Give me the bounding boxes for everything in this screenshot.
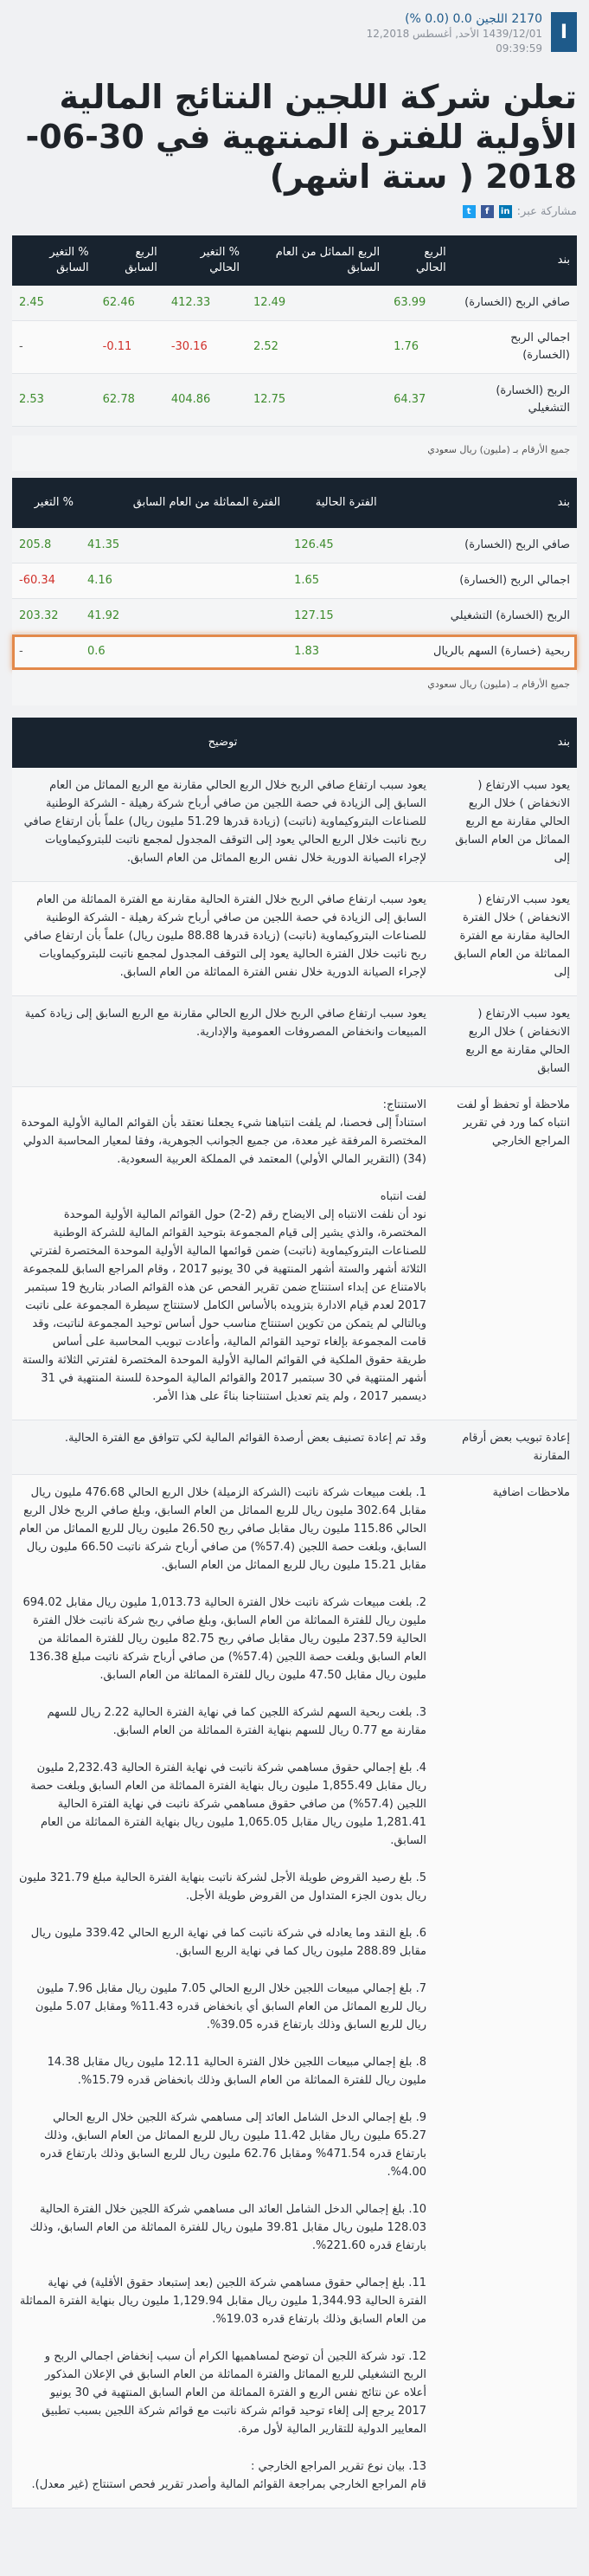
explanation-paragraph: 11. بلغ إجمالي حقوق مساهمي شركة اللجين (بعد إستبعاد حقوق الأقلية) في نهاية الفترة الحالية 1,344.93 مليون ريال مقابل 1,129.94 مليون ريال بنهاية الفترة المماثلة من العام السابق وذلك بارتفاع قدره 19.03%. xyxy=(19,2277,426,2326)
row-label: اجمالي الربح (الخسارة) xyxy=(453,321,577,374)
row-label: صافي الربح (الخسارة) xyxy=(384,528,577,564)
quarterly-results-table xyxy=(12,235,577,427)
row-explanation xyxy=(12,996,433,1087)
row-label: ربحية (خسارة) السهم بالريال xyxy=(384,634,577,670)
row-label: الربح (الخسارة) التشغيلي xyxy=(453,374,577,427)
previous-quarter-value: 62.46 xyxy=(96,286,164,321)
row-label: صافي الربح (الخسارة) xyxy=(453,286,577,321)
row-label: يعود سبب الارتفاع ( الانخفاض ) خلال الفترة الحالية مقارنة مع الفترة المماثلة من العام السابق إلى xyxy=(433,882,577,996)
col-explanation: توضيح xyxy=(12,718,433,768)
share-bar xyxy=(12,205,577,218)
col-item: بند xyxy=(453,235,577,286)
col-prior-year-period: الفترة المماثلة من العام السابق xyxy=(80,478,287,528)
row-label: ملاحظة أو تحفظ أو لفت انتباه كما ورد في تقرير المراجع الخارجي xyxy=(433,1087,577,1420)
explanation-paragraph: 10. بلغ إجمالي الدخل الشامل العائد الى مساهمي شركة اللجين خلال الفترة الحالية 128.03 مليون ريال مقابل 39.81 مليون ريال للفترة المماثلة من العام السابق، وذلك بارتفاع قدره 221.60%. xyxy=(29,2203,426,2252)
explanation-paragraph: لفت انتباه نود أن نلفت الانتباه إلى الايضاح رقم (2-2) حول القوائم المالية الأولية الموحدة المختصرة، والذي يشير إلى قيام المجموعة بتوحيد القوائم المالية للشركة الوطنية للصناعات البتروكيماوية (ناتبت) ضمن قوائمها المالية الأولية الموحدة المختصرة لفترتي الثلاثة أشهر والستة أشهر المنتهية في 30 يونيو 2017 ، وقام المراجع السابق للمجموعة بالامتناع عن إبداء استنتاج ضمن تقرير الفحص عن هذه القوائم الصادر بتاريخ 19 سبتمبر 2017 لعدم قيام الادارة بتزويده بالأساس الكامل لاستنتاج سيطرة المجموعة على ناتبت وبالتالي لم يتمكن من تكوين استنتاج مناسب حول أساس توحيد المجموعة لناتبت، وقد قامت المجموعة بإلغاء توحيد القوائم المالية، وأعادت تبويب المحاسبة على أساس طريقة حقوق الملكية في القوائم المالية الأولية الموحدة المختصرة لفترتي الثلاثة والستة أشهر المنتهية في 30 سبتمبر 2017 والقوائم المالية الموحدة للسنة المنتهية في 31 ديسمبر 2017 ، ولم يتم تعديل استنتاجنا بناءً على هذا الأمر. xyxy=(22,1190,426,1403)
explanation-paragraph: 7. بلغ إجمالي مبيعات اللجين خلال الربع الحالي 7.05 مليون ريال مقابل 7.96 مليون ريال للربع المماثل من العام السابق أي بانخفاض قدره 11.43% ومقابل 5.07 مليون ريال للربع السابق وذلك بارتفاع قدره 39.05%. xyxy=(35,1982,426,2032)
col-change: % التغير xyxy=(12,478,80,528)
row-label: يعود سبب الارتفاع ( الانخفاض ) خلال الربع الحالي مقارنة مع الربع السابق xyxy=(433,996,577,1087)
current-period-value: 127.15 xyxy=(287,599,384,634)
explanation-paragraph: الاستنتاج: استناداً إلى فحصنا، لم يلفت انتباهنا شيء يجعلنا نعتقد بأن القوائم المالية الأولية الموحدة المختصرة المرفقة غير معدة، من جميع الجوانب الجوهرية، وفقا لمعيار المحاسبة الدولي (34) (التقرير المالي الأولي) المعتمد في المملكة العربية السعودية. xyxy=(21,1098,426,1166)
current-period-value: 1.65 xyxy=(287,564,384,599)
row-explanation xyxy=(12,1420,433,1475)
explanation-paragraph: 4. بلغ إجمالي حقوق مساهمي شركة ناتبت في نهاية الفترة الحالية 2,232.43 مليون ريال مقابل 1,855.49 مليون ريال بنهاية الفترة المماثلة من العام السابق وبلغت حصة اللجين (57.4%) من صافي حقوق مساهمي شركة ناتبت في نهاية الفترة الحالية 1,281.41 مليون ريال مقابل 1,065.05 مليون ريال بنهاية الفترة المماثلة من العام السابق. xyxy=(30,1761,426,1847)
row-label: يعود سبب الارتفاع ( الانخفاض ) خلال الربع الحالي مقارنة مع الربع المماثل من العام السابق إلى xyxy=(433,768,577,882)
explanation-paragraph: 9. بلغ إجمالي الدخل الشامل العائد إلى مساهمي شركة اللجين خلال الربع الحالي 65.27 مليون ريال مقابل 11.42 مليون ريال للربع المماثل من العام السابق، وذلك بارتفاع قدره 471.54% ومقابل 62.76 مليون ريال للربع السابق وذلك بارتفاع قدره 4.00%. xyxy=(40,2111,426,2179)
explanation-paragraph: 5. بلغ رصيد القروض طويلة الأجل لشركة ناتبت بنهاية الفترة الحالية مبلغ 321.79 مليون ريال بدون الجزء المتداول من القروض طويلة الأجل. xyxy=(19,1871,426,1903)
linkedin-icon[interactable]: in xyxy=(499,205,512,218)
previous-quarter-value: 62.78 xyxy=(96,374,164,427)
prior-year-period-value: 4.16 xyxy=(80,564,287,599)
current-quarter-value: 64.37 xyxy=(387,374,453,427)
change-current-value: 412.33 xyxy=(164,286,246,321)
period-results-table xyxy=(12,478,577,670)
prior-year-quarter-value: 2.52 xyxy=(246,321,387,374)
change-current-value: 404.86 xyxy=(164,374,246,427)
table-header-row xyxy=(12,718,577,768)
explanation-paragraph: 2. بلغت مبيعات شركة ناتبت خلال الفترة الحالية 1,013.73 مليون ريال مقابل 694.02 مليون ريال للفترة المماثلة من العام السابق، وبلغ صافي ربح شركة ناتبت خلال الفترة الحالية 237.59 مليون ريال مقابل صافي ربح 82.75 مليون ريال للفترة المماثلة من العام السابق وبلغت حصة اللجين (57.4%) من صافي أرباح شركة ناتبت مبلغ 136.38 مليون ريال مقابل 47.50 مليون ريال للفترة المماثلة من العام السابق. xyxy=(22,1596,426,1682)
table-row xyxy=(12,882,577,996)
row-explanation xyxy=(12,1087,433,1420)
previous-quarter-value: -0.11 xyxy=(96,321,164,374)
col-current-period: الفترة الحالية xyxy=(287,478,384,528)
explanation-paragraph: وقد تم إعادة تصنيف بعض أرصدة القوائم المالية لكي تتوافق مع الفترة الحالية. xyxy=(64,1432,426,1445)
table-row xyxy=(12,996,577,1087)
table-row xyxy=(12,599,577,634)
ticker-link[interactable]: 2170 اللجين 0.0 (0.0 %) xyxy=(405,12,542,26)
page-header xyxy=(12,0,577,56)
col-item: بند xyxy=(433,718,577,768)
facebook-icon[interactable]: f xyxy=(481,205,494,218)
change-value: -60.34 xyxy=(12,564,80,599)
change-value: 205.8 xyxy=(12,528,80,564)
explanations-table xyxy=(12,718,577,2508)
explanation-paragraph: 6. بلغ النقد وما يعادله في شركة ناتبت كما في نهاية الربع الحالي 339.42 مليون ريال مقابل 288.89 مليون ريال كما في نهاية الربع السابق. xyxy=(30,1927,426,1958)
table-row xyxy=(12,528,577,564)
prior-year-period-value: 0.6 xyxy=(80,634,287,670)
twitter-icon[interactable]: t xyxy=(463,205,476,218)
row-explanation xyxy=(12,1475,433,2508)
current-period-value: 126.45 xyxy=(287,528,384,564)
header-meta xyxy=(367,12,542,56)
eps-row-highlighted xyxy=(12,634,577,670)
col-prior-year-quarter: الربع المماثل من العام السابق xyxy=(246,235,387,286)
header-time: 09:39:59 xyxy=(496,42,542,55)
row-explanation xyxy=(12,768,433,882)
current-quarter-value: 63.99 xyxy=(387,286,453,321)
row-label: الربح (الخسارة) التشغيلي xyxy=(384,599,577,634)
explanation-paragraph: 3. بلغت ربحية السهم لشركة اللجين كما في نهاية الفترة الحالية 2.22 ريال للسهم مقارنة مع 0.77 ريال للسهم بنهاية الفترة المماثلة من العام السابق. xyxy=(47,1706,426,1737)
explanation-paragraph: 8. بلغ إجمالي مبيعات اللجين خلال الفترة الحالية 12.11 مليون ريال مقابل 14.38 مليون ريال للفترة المماثلة من العام السابق وذلك بانخفاض قدره 15.79%. xyxy=(47,2056,426,2087)
change-previous-value: 2.53 xyxy=(12,374,96,427)
table-row xyxy=(12,286,577,321)
current-quarter-value: 1.76 xyxy=(387,321,453,374)
col-item: بند xyxy=(384,478,577,528)
explanation-paragraph: 13. بيان نوع تقرير المراجع الخارجي : قام المراجع الخارجي بمراجعة القوائم المالية وأصدر تقرير فحص استنتاج (غير معدل). xyxy=(31,2460,426,2491)
table-row xyxy=(12,321,577,374)
col-change-current: % التغير الحالي xyxy=(164,235,246,286)
current-period-value: 1.83 xyxy=(287,634,384,670)
header-date: 1439/12/01 الأحد, أغسطس 12,2018 xyxy=(366,28,542,40)
change-value: - xyxy=(12,634,80,670)
change-previous-value: 2.45 xyxy=(12,286,96,321)
change-value: 203.32 xyxy=(12,599,80,634)
row-label: اجمالي الربح (الخسارة) xyxy=(384,564,577,599)
table-header-row xyxy=(12,478,577,528)
table-row xyxy=(12,1475,577,2508)
table-row xyxy=(12,1420,577,1475)
change-current-value: -30.16 xyxy=(164,321,246,374)
row-label: ملاحظات اضافية xyxy=(433,1475,577,2508)
explanation-paragraph: يعود سبب ارتفاع صافي الربح خلال الربع الحالي مقارنة مع الربع المماثل من العام السابق إلى الزيادة في حصة اللجين من صافي أرباح شركة رهيلة - الشركة الوطنية للصناعات البتروكيماوية (ناتبت) (زيادة قدرها 51.29 مليون ريال) علماً بأن ارتفاع صافي ربح ناتبت خلال الربع الحالي يعود إلى التوقف المجدول لمجمع ناتبت للبتروكيماويات لإجراء الصيانة الدورية خلال نفس الربع المماثل من العام السابق. xyxy=(23,779,426,865)
row-explanation xyxy=(12,882,433,996)
table1-currency-note: جميع الأرقام بـ (مليون) ريال سعودي xyxy=(12,435,577,471)
row-label: إعادة تبويب بعض أرقام المقارنة xyxy=(433,1420,577,1475)
explanation-paragraph: 1. بلغت مبيعات شركة ناتبت (الشركة الزميلة) خلال الربع الحالي 476.68 مليون ريال مقابل 302.64 مليون ريال للربع المماثل من العام السابق، وبلغ صافي الربح خلال الربع الحالي 115.86 مليون ريال مقابل صافي ربح 26.50 مليون ريال للربع المماثل من العام السابق، وبلغت حصة اللجين (57.4%) من صافي أرباح شركة ناتبت 66.50 مليون ريال مقابل 15.21 مليون ريال للربع المماثل من العام السابق. xyxy=(19,1486,426,1572)
prior-year-quarter-value: 12.75 xyxy=(246,374,387,427)
table-row xyxy=(12,564,577,599)
change-previous-value: - xyxy=(12,321,96,374)
table2-currency-note: جميع الأرقام بـ (مليون) ريال سعودي xyxy=(12,670,577,705)
table-row xyxy=(12,768,577,882)
prior-year-quarter-value: 12.49 xyxy=(246,286,387,321)
table-header-row xyxy=(12,235,577,286)
table-row xyxy=(12,374,577,427)
col-previous-quarter: الربع السابق xyxy=(96,235,164,286)
explanation-paragraph: 12. تود شركة اللجين أن توضح لمساهميها الكرام أن سبب إنخفاض اجمالي الربح و الربح التشغيلي للربع المماثل والفترة المماثلة من العام السابق في الإعلان المذكور أعلاه عن نتائج نفس الربع و الفترة المماثلة من العام السابق المنتهية في 30 يونيو 2017 يرجع إلى إلغاء توحيد قوائم شركة ناتبت مع قوائم شركة اللجين بسبب تطبيق المعايير الدولية للتقارير المالية لأول مرة. xyxy=(42,2350,426,2436)
company-logo: I xyxy=(551,12,577,52)
col-current-quarter: الربع الحالي xyxy=(387,235,453,286)
prior-year-period-value: 41.92 xyxy=(80,599,287,634)
table-row xyxy=(12,1087,577,1420)
explanation-paragraph: يعود سبب ارتفاع صافي الربح خلال الفترة الحالية مقارنة مع الفترة المماثلة من العام السابق إلى الزيادة في حصة اللجين من صافي أرباح شركة رهيلة - الشركة الوطنية للصناعات البتروكيماوية (ناتبت) (زيادة قدرها 88.88 مليون ريال) علماً بأن ارتفاع صافي ربح ناتبت خلال الفترة الحالية يعود إلى التوقف المجدول لمجمع ناتبت للبتروكيماويات لإجراء الصيانة الدورية خلال نفس الفترة المماثلة من العام السابق. xyxy=(23,893,426,979)
prior-year-period-value: 41.35 xyxy=(80,528,287,564)
explanation-paragraph: يعود سبب ارتفاع صافي الربح خلال الربع الحالي مقارنة مع الربع السابق إلى زيادة كمية المبيعات وانخفاض المصروفات العمومية والإدارية. xyxy=(24,1008,426,1039)
col-change-previous: % التغير السابق xyxy=(12,235,96,286)
page-title: تعلن شركة اللجين النتائج المالية الأولية للفترة المنتهية في 30-06-2018 ( ستة اشهر) xyxy=(25,78,577,196)
share-label: مشاركة عبر: xyxy=(516,205,577,218)
